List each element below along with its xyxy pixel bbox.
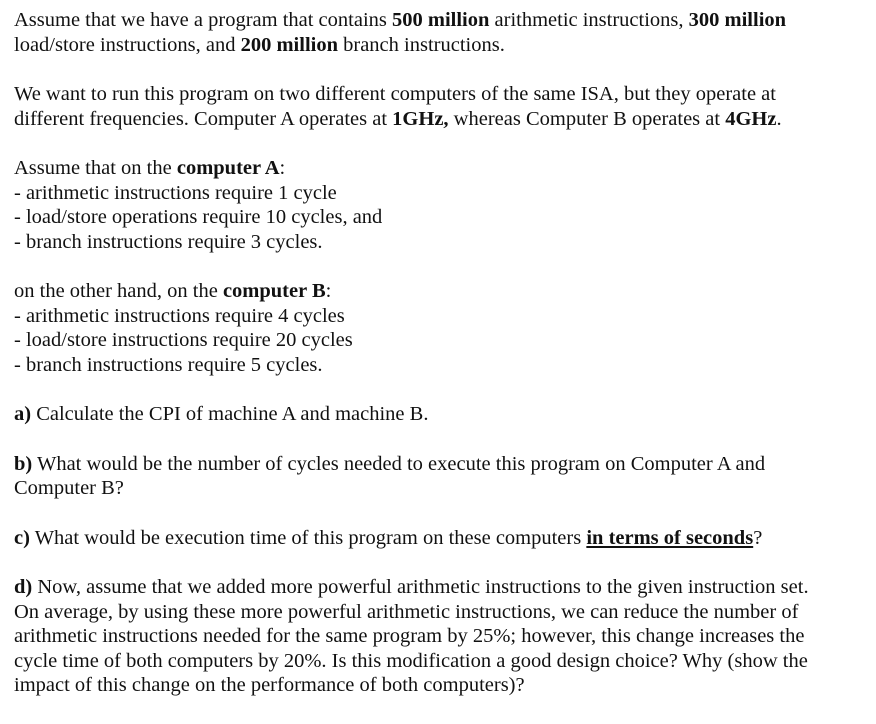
computer-a-item: - arithmetic instructions require 1 cycle xyxy=(14,181,337,204)
computer-a-item: - branch instructions require 3 cycles. xyxy=(14,230,323,253)
computer-a-item: - load/store operations require 10 cycles, and xyxy=(14,206,383,228)
question-c-label: c) xyxy=(14,526,30,549)
computer-a-intro: Assume that on the computer A: xyxy=(14,157,286,179)
question-c-text: What would be execution time of this program on these computers xyxy=(29,526,587,549)
question-c-emphasis: in terms of seconds xyxy=(586,526,754,549)
question-b-label: b) xyxy=(14,452,33,475)
question-d-text: Now, assume that we added more powerful arithmetic instructions to the given instruction set. xyxy=(32,576,809,598)
question-d-text-5: impact of this change on the performance of both computers)? xyxy=(14,674,525,696)
question-a-text: Calculate the CPI of machine A and machine B. xyxy=(31,403,429,425)
program-line-2: load/store instructions, and 200 million branch instructions. xyxy=(14,33,505,56)
question-d-text-4: cycle time of both computers by 20%. Is this modification a good design choice? Why (show the xyxy=(14,649,808,672)
question-d-text-3: arithmetic instructions needed for the same program by 25%; however, this change increases the xyxy=(14,625,805,647)
question-d-text-2: On average, by using these more powerful arithmetic instructions, we can reduce the number of xyxy=(14,600,799,623)
computers-description xyxy=(14,82,864,131)
computer-b-item: - load/store instructions require 20 cycles xyxy=(14,329,353,351)
question-b-text: What would be the number of cycles needed to execute this program on Computer A and xyxy=(32,452,766,475)
document-body xyxy=(14,8,864,723)
question-b xyxy=(14,452,864,501)
question-b-text-2: Computer B? xyxy=(14,477,124,499)
computers-line-2: different frequencies. Computer A operates at 1GHz, whereas Computer B operates at 4GHz. xyxy=(14,107,782,130)
question-a xyxy=(14,402,864,427)
question-c: c) What would be execution time of this program on these computers in terms of seconds? xyxy=(14,526,763,549)
question-d xyxy=(14,575,864,698)
question-a-label: a) xyxy=(14,403,32,425)
computers-line-1: We want to run this program on two different computers of the same ISA, but they operate at xyxy=(14,83,776,105)
program-line-1: Assume that we have a program that contains 500 million arithmetic instructions, 300 million xyxy=(14,9,787,31)
computer-a-specs xyxy=(14,156,864,254)
computer-b-item: - branch instructions require 5 cycles. xyxy=(14,353,323,376)
computer-b-specs xyxy=(14,279,864,377)
computer-b-item: - arithmetic instructions require 4 cycles xyxy=(14,304,345,327)
program-description xyxy=(14,8,864,57)
question-d-label: d) xyxy=(14,576,33,598)
computer-b-intro: on the other hand, on the computer B: xyxy=(14,280,332,302)
